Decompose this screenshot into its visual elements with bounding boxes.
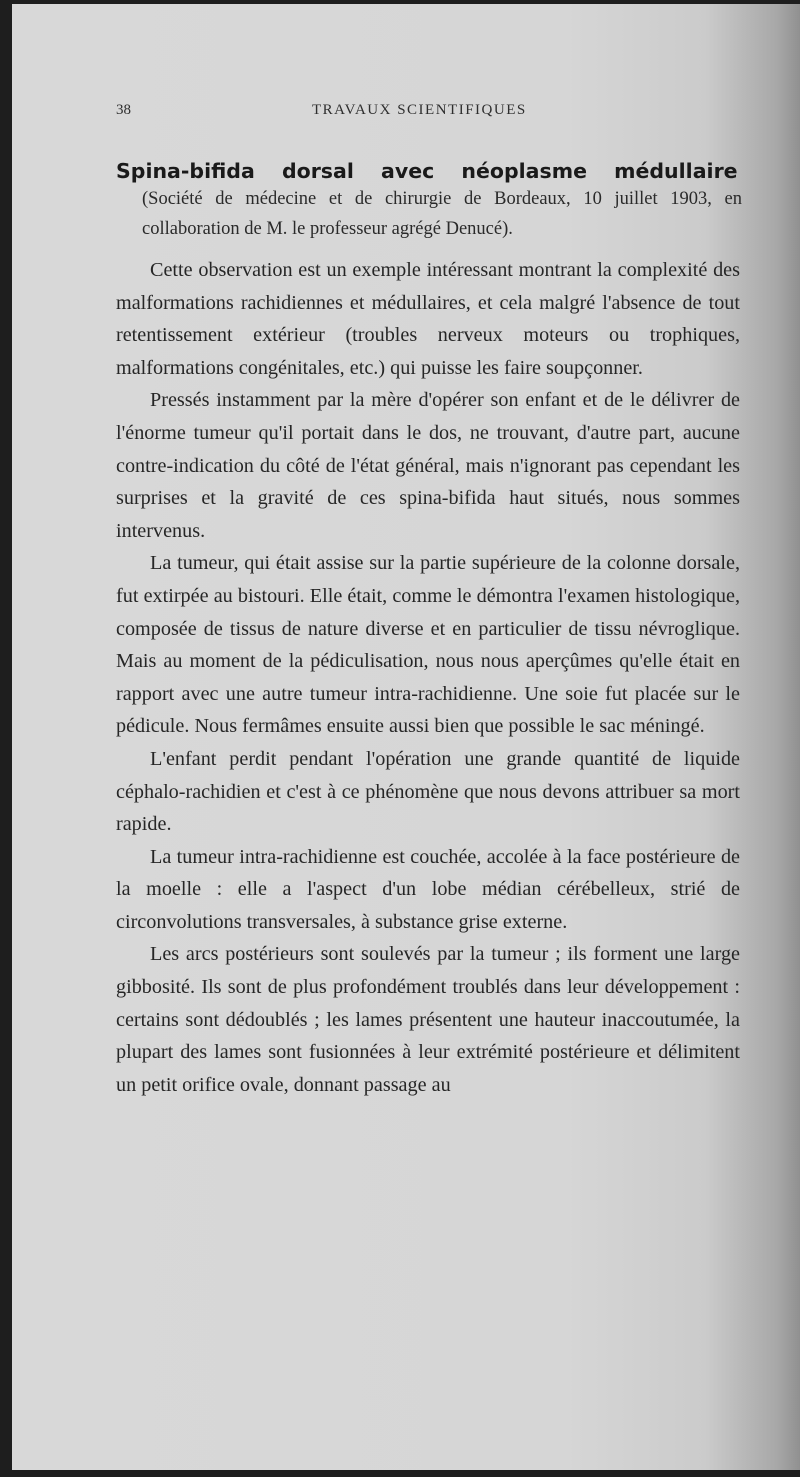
paragraph: La tumeur intra-rachidienne est couchée, accolée à la face postérieure de la moelle : elle a l'aspect d'un lobe médian cérébelleux, strié de circonvolutions transversales, à substance grise externe.: [116, 845, 740, 933]
paragraph: L'enfant perdit pendant l'opération une grande quantité de liquide céphalo-rachidien et c'est à ce phénomène que nous devons attribuer sa mort rapide.: [116, 747, 740, 836]
paragraph: Cette observation est un exemple intéressant montrant la complexité des malformations rachidiennes et médullaires, et cela malgré l'absence de tout retentissement extérieur (troubles nerveux moteurs ou trophiques, malformations congénitales, etc.) qui puisse les faire soupçonner.: [116, 259, 740, 379]
article-title: Spina-bifida dorsal avec néoplasme médullaire: [116, 159, 738, 183]
page-header: [116, 102, 746, 126]
book-page: [12, 4, 800, 1470]
paragraph: Les arcs postérieurs sont soulevés par la tumeur ; ils forment une large gibbosité. Ils sont de plus profondément troublés dans leur développement : certains sont dédoublés ; les lames présentent une hauteur inaccoutumée, la plupart des lames sont fusionnées à leur extrémité postérieure et délimitent un petit orifice ovale, donnant passage au: [116, 943, 740, 1096]
article-source: (Société de médecine et de chirurgie de Bordeaux, 10 juillet 1903, en collaboration de M. le professeur agrégé Denucé).: [142, 189, 742, 239]
paragraph: La tumeur, qui était assise sur la partie supérieure de la colonne dorsale, fut extirpée au bistouri. Elle était, comme le démontra l'examen histologique, composée de tissus de nature diverse et en particulier de tissu névroglique. Mais au moment de la pédiculisation, nous nous aperçûmes qu'elle était en rapport avec une autre tumeur intra-rachidienne. Une soie fut placée sur le pédicule. Nous fermâmes ensuite aussi bien que possible le sac méningé.: [116, 552, 740, 738]
article-heading: [116, 158, 756, 244]
running-title: TRAVAUX SCIENTIFIQUES: [312, 102, 527, 118]
article-body: [116, 254, 740, 1101]
page-number: 38: [116, 102, 131, 118]
paragraph: Pressés instamment par la mère d'opérer son enfant et de le délivrer de l'énorme tumeur qu'il portait dans le dos, ne trouvant, d'autre part, aucune contre-indication du côté de l'état général, mais n'ignorant pas cependant les surprises et la gravité de ces spina-bifida haut situés, nous sommes intervenus.: [116, 389, 740, 542]
